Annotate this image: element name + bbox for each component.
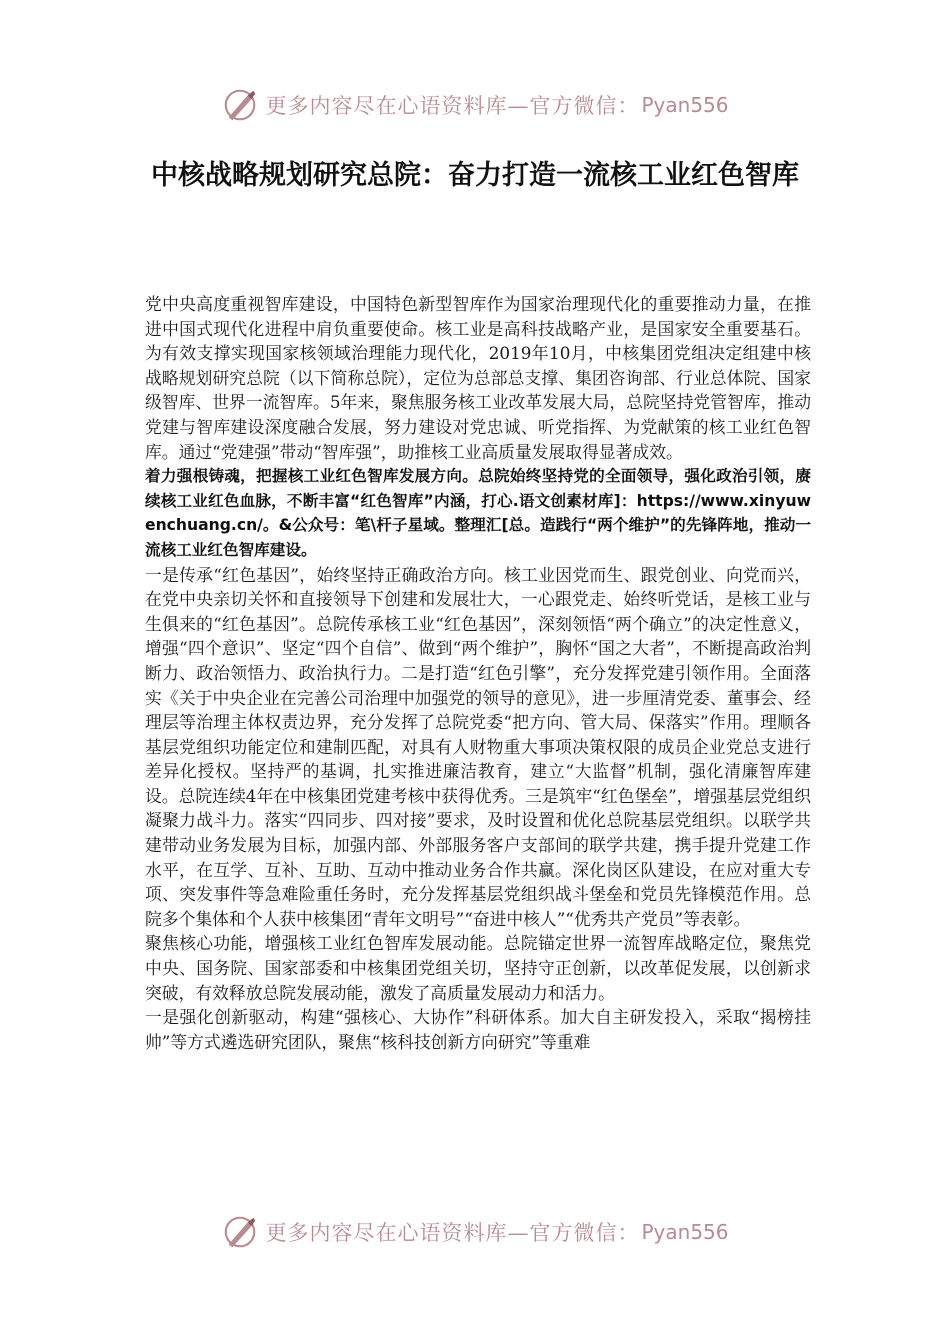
- pen-logo-icon: [221, 1213, 259, 1251]
- wechat-id: Pyan556: [641, 1220, 729, 1244]
- paragraph-section-2: 聚焦核心功能，增强核工业红色智库发展动能。总院锚定世界一流智库战略定位，聚焦党中央、国务院、国家部委和中核集团党组关切，坚持守正创新，以改革促发展，以创新求突破，有效释放总院发展动能，激发了高质量发展动力和活力。: [145, 933, 811, 1003]
- footer-banner: [0, 1207, 950, 1257]
- banner-text: 更多内容尽在心语资料库—官方微信：: [265, 1221, 640, 1245]
- banner-text: 更多内容尽在心语资料库—官方微信：: [265, 94, 640, 118]
- article-body: [145, 292, 811, 1054]
- wechat-id: Pyan556: [641, 93, 729, 117]
- paragraph-section-2-detail: 一是强化创新驱动，构建“强核心、大协作”科研体系。加大自主研发投入，采取“揭榜挂帅”等方式遴选研究团队，聚焦“核科技创新方向研究”等重难: [145, 1007, 811, 1052]
- paragraph-section-1: 着力强根铸魂，把握核工业红色智库发展方向。总院始终坚持党的全面领导，强化政治引领，赓续核工业红色血脉，不断丰富“红色智库”内涵，打心.语文创素材库]：https://www.xinyuwenchuang.cn/。&公众号：笔\杆子星域。整理汇[总。造践行“两个维护”的先锋阵地，推动一流核工业红色智库建设。: [145, 467, 811, 559]
- page-title: 中核战略规划研究总院：奋力打造一流核工业红色智库: [151, 160, 799, 191]
- header-banner: [0, 80, 950, 130]
- paragraph-intro: 党中央高度重视智库建设，中国特色新型智库作为国家治理现代化的重要推动力量，在推进中国式现代化进程中肩负重要使命。核工业是高科技战略产业，是国家安全重要基石。为有效支撑实现国家核领域治理能力现代化，2019年10月，中核集团党组决定组建中核战略规划研究总院（以下简称总院），定位为总部总支撑、集团咨询部、行业总体院、国家级智库、世界一流智库。5年来，聚焦服务核工业改革发展大局，总院坚持党管智库，推动党建与智库建设深度融合发展，努力建设对党忠诚、听党指挥、为党献策的核工业红色智库。通过“党建强”带动“智库强”，助推核工业高质量发展取得显著成效。: [145, 294, 811, 462]
- pen-logo-icon: [221, 86, 259, 124]
- paragraph-section-1-detail: 一是传承“红色基因”，始终坚持正确政治方向。核工业因党而生、跟党创业、向党而兴，在党中央亲切关怀和直接领导下创建和发展壮大，一心跟党走、始终听党话，是核工业与生俱来的“红色基因”。总院传承核工业“红色基因”，深刻领悟“两个确立”的决定性意义，增强“四个意识”、坚定“四个自信”、做到“两个维护”，胸怀“国之大者”，不断提高政治判断力、政治领悟力、政治执行力。二是打造“红色引擎”，充分发挥党建引领作用。全面落实《关于中央企业在完善公司治理中加强党的领导的意见》，进一步厘清党委、董事会、经理层等治理主体权责边界，充分发挥了总院党委“把方向、管大局、保落实”作用。理顺各基层党组织功能定位和建制匹配，对具有人财物重大事项决策权限的成员企业党总支进行差异化授权。坚持严的基调，扎实推进廉洁教育，建立“大监督”机制，强化清廉智库建设。总院连续4年在中核集团党建考核中获得优秀。三是筑牢“红色堡垒”，增强基层党组织凝聚力战斗力。落实“四同步、四对接”要求，及时设置和优化总院基层党组织。以联学共建带动业务发展为目标，加强内部、外部服务客户支部间的联学共建，携手提升党建工作水平，在互学、互补、互助、互动中推动业务合作共赢。深化岗区队建设，在应对重大专项、突发事件等急难险重任务时，充分发挥基层党组织战斗堡垒和党员先锋模范作用。总院多个集体和个人获中核集团“青年文明号”“奋进中核人”“优秀共产党员”等表彰。: [145, 564, 811, 929]
